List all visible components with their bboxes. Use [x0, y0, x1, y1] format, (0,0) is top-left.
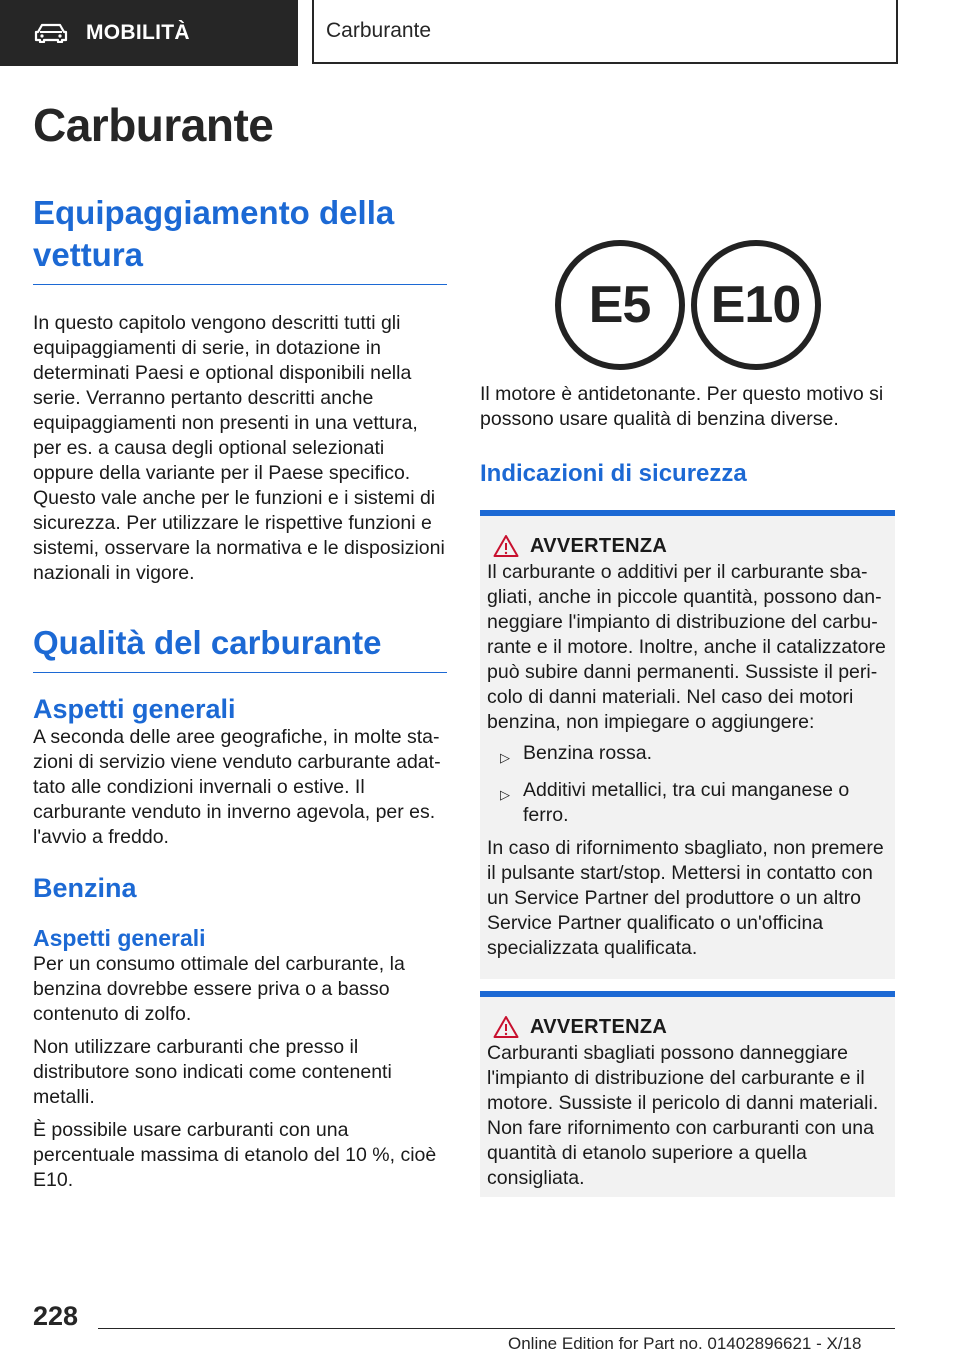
warning-label-2: AVVERTENZA	[530, 1015, 668, 1038]
paragraph-general-aspects: A seconda delle aree geografiche, in molte stazioni di servizio viene venduto carburante adattato alle condizioni invernali o estive. Il carburante venduto in inverno agevola, per es. l'avvio a freddo.	[33, 726, 441, 848]
paragraph-equipment: In questo capitolo vengono descritti tutti gli equipaggiamenti di serie, in dotazione in determinati Paesi e optional disponibili nella serie. Verranno pertanto descritti anche equipaggiamenti non presenti in una vettura, per es. a causa degli optional selezionati oppure della variante per il Paese specifico. Questo vale anche per le funzioni e i sistemi di sicurezza. Per utilizzare le rispettive funzioni e sistemi, osservare la normativa e le disposizioni nazionali in vigore.	[33, 312, 445, 584]
list-item: ▷ Additivi metallici, tra cui manganese o ferro.	[487, 778, 887, 828]
car-icon	[34, 23, 68, 43]
paragraph-engine: Il motore è antidetonante. Per questo motivo si possono usare qualità di benzina diverse.	[480, 383, 884, 430]
page-header	[0, 0, 896, 66]
paragraph-petrol-sulphur: Per un consumo ottimale del carburante, la benzina dovrebbe essere priva o a basso contenuto di zolfo.	[33, 953, 405, 1025]
footer-edition: Online Edition for Part no. 01402896621 - X/18	[508, 1334, 862, 1353]
warning-icon	[493, 534, 519, 558]
warning-text-1: Il carburante o additivi per il carburante sbagliati, anche in piccole quantità, possono danneggiare l'impianto di distribuzione del carburante e il motore. Inoltre, anche il catalizzatore può subire danni permanenti. Sussiste il pericolo di danni materiali. Nel caso dei motori benzina, non impiegare o aggiungere:	[487, 561, 886, 733]
list-item: ▷ Benzina rossa.	[487, 741, 887, 770]
warning-title-2	[487, 1015, 887, 1039]
warning-text-1-after: In caso di rifornimento sbagliato, non premere il pulsante start/stop. Mettersi in contatto con un Service Partner del produttore o un altro Service Partner qualificato o un'officina specializzata qualificata.	[487, 837, 884, 959]
paragraph-petrol-metals: Non utilizzare carburanti che presso il distributore sono indicati come contenenti metalli.	[33, 1036, 392, 1108]
footer-divider	[98, 1328, 895, 1329]
heading-fuel-quality: Qualità del carburante	[33, 622, 447, 673]
fuel-symbol-e10: E10	[691, 240, 821, 370]
section-tab	[0, 0, 298, 66]
paragraph-petrol-ethanol: È possibile usare carburanti con una percentuale massima di etanolo del 10 %, cioè E10.	[33, 1119, 437, 1191]
section-label: MOBILITÀ	[86, 21, 190, 44]
page-number: 228	[33, 1301, 79, 1331]
warning-title-1	[487, 534, 887, 558]
page-title: Carburante	[33, 99, 274, 151]
heading-petrol: Benzina	[33, 873, 137, 903]
bullet-triangle-icon: ▷	[500, 750, 510, 765]
right-column	[480, 240, 895, 1197]
heading-petrol-general: Aspetti generali	[33, 925, 206, 951]
fuel-symbol-e5: E5	[555, 240, 685, 370]
warning-text-2: Carburanti sbagliati possono danneggiare l'impianto di distribuzione del carburante e il motore. Sussiste il pericolo di danni materiali. Non fare rifornimento con carburanti con una quantità di etanolo superiore a quella consigliata.	[487, 1042, 879, 1189]
left-column	[33, 192, 447, 1193]
bullet-triangle-icon: ▷	[500, 787, 510, 802]
chapter-label: Carburante	[326, 19, 432, 42]
warning-box-1	[480, 510, 895, 979]
heading-general-aspects: Aspetti generali	[33, 694, 236, 724]
warning-list	[487, 741, 887, 828]
warning-label-1: AVVERTENZA	[530, 534, 668, 557]
heading-equipment: Equipaggiamento della vettura	[33, 192, 447, 285]
chapter-tab	[312, 0, 898, 64]
warning-icon	[493, 1015, 519, 1039]
fuel-symbols	[480, 240, 895, 370]
heading-safety: Indicazioni di sicurezza	[480, 460, 747, 487]
warning-box-2	[480, 991, 895, 1197]
